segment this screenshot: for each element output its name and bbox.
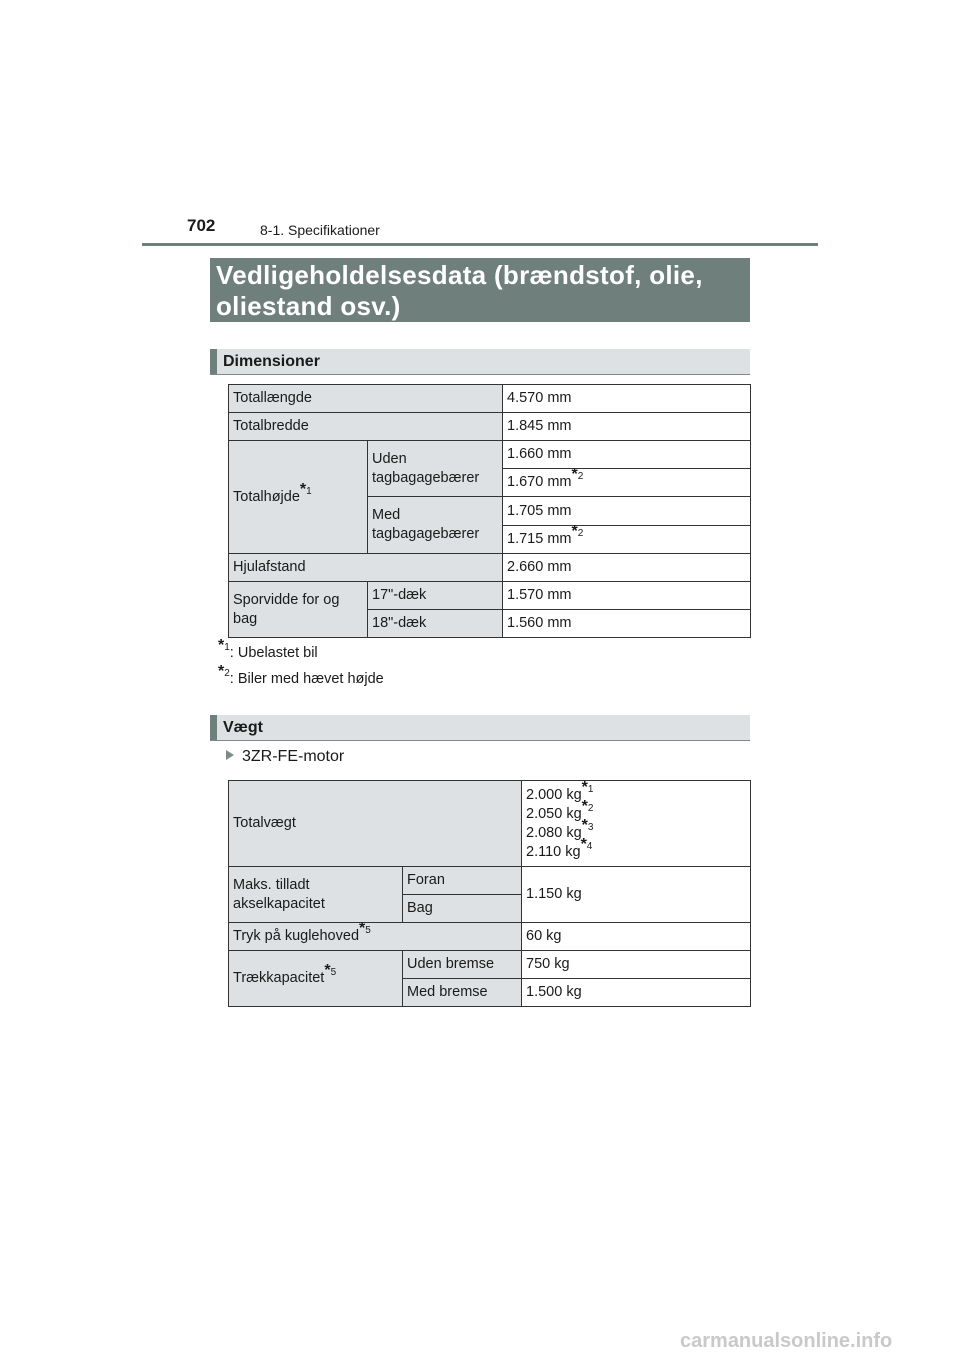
without-rack-value-1: 1.660 mm bbox=[503, 441, 751, 469]
with-brake-value: 1.500 kg bbox=[522, 979, 751, 1007]
heading-accent-bar bbox=[210, 715, 217, 740]
length-label: Totallængde bbox=[229, 385, 503, 413]
weight-table bbox=[228, 780, 751, 1007]
footnote-1: $^{*1}$: Ubelastet bil bbox=[218, 637, 318, 661]
table-row bbox=[229, 923, 751, 951]
no-brake-label: Uden bremse bbox=[403, 951, 522, 979]
total-weight-label: Totalvægt bbox=[229, 781, 522, 867]
engine-label: 3ZR-FE-motor bbox=[242, 748, 345, 765]
footnote-ref: *2 bbox=[571, 466, 584, 483]
table-row bbox=[229, 413, 751, 441]
tire18-label: 18"-dæk bbox=[368, 610, 503, 638]
engine-bullet bbox=[226, 748, 344, 766]
without-rack-value-2: 1.670 $mm^{*2}$ bbox=[503, 469, 751, 497]
footnote-ref: *2 bbox=[571, 523, 584, 540]
front-label: Foran bbox=[403, 867, 522, 895]
total-weight-values: 2.000 $kg^{*1}$ 2.050 $kg^{*2}$ 2.080 $kg^{*3}$ 2.110 $kg^{*4}$ bbox=[522, 781, 751, 867]
table-row bbox=[229, 554, 751, 582]
header-divider bbox=[142, 243, 818, 246]
ball-load-value: 60 kg bbox=[522, 923, 751, 951]
page-title: Vedligeholdelsesdata (brændstof, olie, oliestand osv.) bbox=[210, 258, 750, 322]
footnote-ref: *1 bbox=[299, 480, 312, 498]
page-number: 702 bbox=[187, 216, 216, 235]
section-label: 8-1. Specifikationer bbox=[260, 222, 380, 238]
table-row bbox=[229, 441, 751, 469]
tire17-label: 17"-dæk bbox=[368, 582, 503, 610]
dimensions-heading bbox=[210, 349, 750, 375]
axle-value: 1.150 kg bbox=[522, 867, 751, 923]
track-label: Sporvidde for og bag bbox=[229, 582, 368, 638]
height-label bbox=[229, 441, 368, 554]
triangle-bullet-icon bbox=[226, 750, 234, 760]
width-value: 1.845 mm bbox=[503, 413, 751, 441]
table-row bbox=[229, 781, 751, 867]
with-rack-value-2: 1.715 $mm^{*2}$ bbox=[503, 526, 751, 554]
rear-label: Bag bbox=[403, 895, 522, 923]
table-row bbox=[229, 385, 751, 413]
with-brake-label: Med bremse bbox=[403, 979, 522, 1007]
footnote-2: $^{*2}$: Biler med hævet højde bbox=[218, 663, 384, 687]
dimensions-table bbox=[228, 384, 751, 638]
length-value: 4.570 mm bbox=[503, 385, 751, 413]
heading-accent-bar bbox=[210, 349, 217, 374]
tire18-value: 1.560 mm bbox=[503, 610, 751, 638]
tire17-value: 1.570 mm bbox=[503, 582, 751, 610]
without-rack-label: Uden tagbagagebærer bbox=[368, 441, 503, 497]
weight-heading-text: Vægt bbox=[223, 719, 263, 736]
watermark: carmanualsonline.info bbox=[680, 1330, 893, 1352]
with-rack-label: Med tagbagagebærer bbox=[368, 497, 503, 554]
wheelbase-value: 2.660 mm bbox=[503, 554, 751, 582]
table-row bbox=[229, 867, 751, 895]
weight-heading bbox=[210, 715, 750, 741]
table-row bbox=[229, 582, 751, 610]
towing-label: Trækkapacitet$^{*5}$ bbox=[229, 951, 403, 1007]
ball-load-label: Tryk på kuglehoved$^{*5}$ bbox=[229, 923, 522, 951]
with-rack-value-1: 1.705 mm bbox=[503, 497, 751, 526]
wheelbase-label: Hjulafstand bbox=[229, 554, 503, 582]
table-row bbox=[229, 951, 751, 979]
axle-label: Maks. tilladt akselkapacitet bbox=[229, 867, 403, 923]
dimensions-heading-text: Dimensioner bbox=[223, 353, 320, 370]
width-label: Totalbredde bbox=[229, 413, 503, 441]
height-label-text: Totalhøjde bbox=[233, 488, 300, 505]
no-brake-value: 750 kg bbox=[522, 951, 751, 979]
